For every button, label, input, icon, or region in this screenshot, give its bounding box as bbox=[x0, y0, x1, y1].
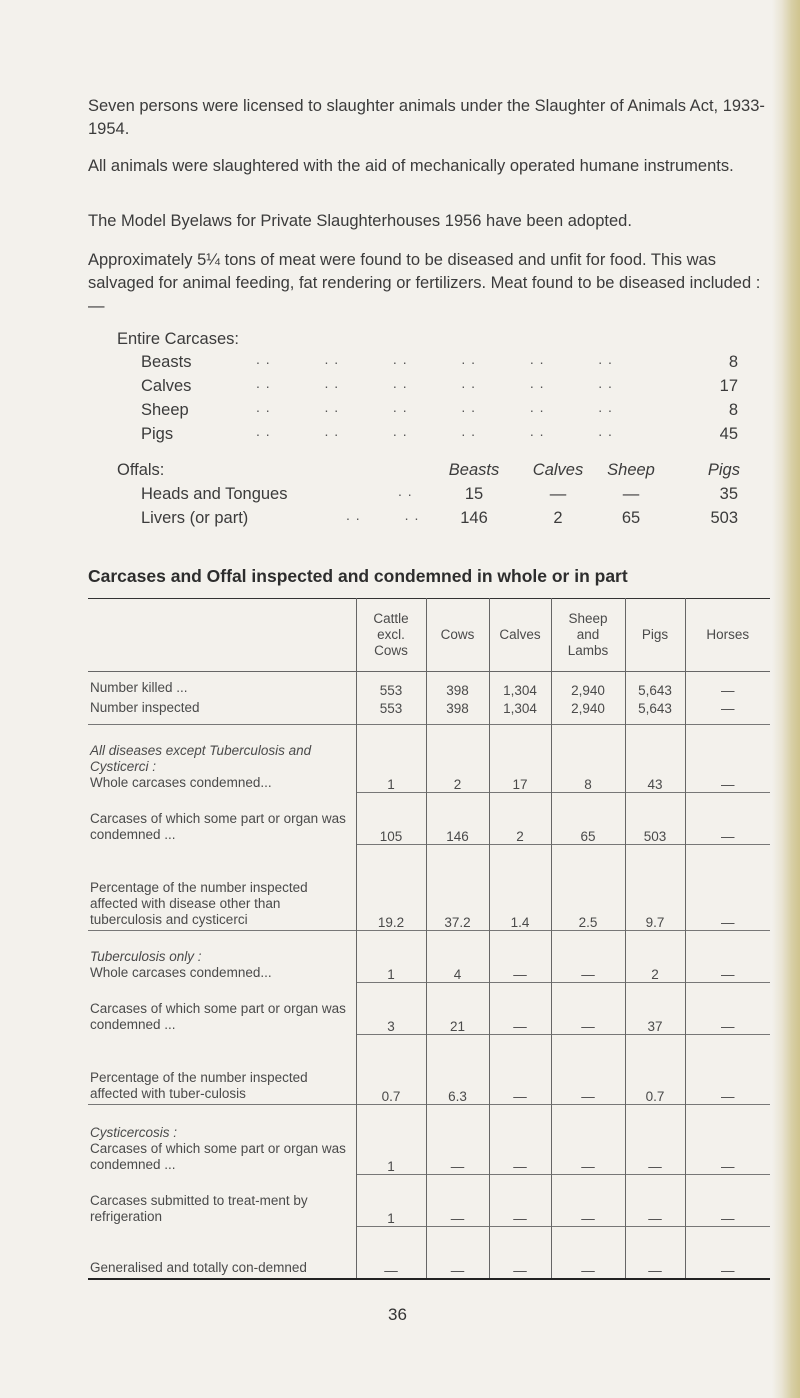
offals-livers-sheep: 65 bbox=[621, 509, 641, 527]
cell: 1 bbox=[356, 1175, 426, 1227]
cell: — bbox=[685, 793, 770, 845]
cell: — bbox=[685, 725, 770, 793]
cell: 8 bbox=[551, 725, 625, 793]
group-caption-cysticercosis: Cysticercosis : bbox=[90, 1124, 178, 1140]
dot-leader: . . . . . . . . . . . . bbox=[256, 399, 613, 415]
cell: 9.7 bbox=[625, 845, 685, 931]
cell: — bbox=[489, 983, 551, 1035]
header-blank bbox=[88, 599, 356, 672]
table-title: Carcases and Offal inspected and condemned in whole or in part bbox=[88, 566, 628, 586]
table-row bbox=[88, 931, 770, 983]
cell: — bbox=[625, 1105, 685, 1175]
entire-calves-label: Calves bbox=[141, 377, 192, 395]
table-row bbox=[88, 1227, 770, 1279]
cell: 43 bbox=[625, 725, 685, 793]
cell: — bbox=[551, 1035, 625, 1105]
cell: 0.7 bbox=[356, 1035, 426, 1105]
row-label-text: Whole carcases condemned... bbox=[90, 964, 272, 980]
header-cattle: Cattle excl. Cows bbox=[356, 599, 426, 672]
entire-carcases-heading: Entire Carcases: bbox=[117, 330, 239, 348]
cell: 1.4 bbox=[489, 845, 551, 931]
offals-livers-pigs: 503 bbox=[710, 509, 738, 527]
row-label: Number inspected bbox=[90, 700, 200, 715]
entire-sheep-value: 8 bbox=[728, 401, 738, 419]
offals-col-calves: Calves bbox=[532, 461, 584, 479]
offals-heads-pigs: 35 bbox=[719, 485, 738, 503]
cell: 503 bbox=[625, 793, 685, 845]
cell: 105 bbox=[356, 793, 426, 845]
cell: 398 bbox=[426, 672, 489, 699]
row-label-text: Carcases of which some part or organ was condemned ... bbox=[90, 1140, 346, 1172]
cell: — bbox=[685, 1175, 770, 1227]
page-number: 36 bbox=[388, 1305, 407, 1324]
inspection-table bbox=[88, 598, 770, 1280]
offals-col-sheep: Sheep bbox=[607, 461, 655, 479]
cell: 17 bbox=[489, 725, 551, 793]
row-label: Carcases of which some part or organ was condemned ... bbox=[90, 810, 346, 842]
cell: 2,940 bbox=[551, 672, 625, 699]
cell: — bbox=[551, 1105, 625, 1175]
cell: — bbox=[426, 1105, 489, 1175]
offals-col-beasts: Beasts bbox=[448, 461, 500, 479]
row-label bbox=[88, 931, 356, 983]
offals-heading: Offals: bbox=[117, 461, 165, 479]
entire-pigs-value: 45 bbox=[719, 425, 738, 443]
cell: — bbox=[489, 1035, 551, 1105]
row-label: Number killed ... bbox=[90, 680, 188, 695]
row-label: Percentage of the number inspected affected with tuber-culosis bbox=[90, 1070, 308, 1101]
cell: — bbox=[426, 1175, 489, 1227]
cell: — bbox=[489, 1105, 551, 1175]
offals-heads-sheep: — bbox=[622, 485, 640, 503]
paragraph-humane: All animals were slaughtered with the aid of mechanically operated humane instruments. bbox=[88, 157, 734, 175]
cell: 0.7 bbox=[625, 1035, 685, 1105]
cell: — bbox=[356, 1227, 426, 1279]
header-pigs: Pigs bbox=[625, 599, 685, 672]
cell: 6.3 bbox=[426, 1035, 489, 1105]
cell: — bbox=[625, 1175, 685, 1227]
table-row bbox=[88, 672, 770, 699]
page-edge bbox=[772, 0, 800, 1398]
cell: 2.5 bbox=[551, 845, 625, 931]
table-row bbox=[88, 698, 770, 725]
cell: — bbox=[685, 672, 770, 699]
cell: — bbox=[685, 983, 770, 1035]
cell: 1 bbox=[356, 1105, 426, 1175]
dot-leader: . . bbox=[398, 483, 413, 499]
row-label: Carcases submitted to treat-ment by refrigeration bbox=[90, 1192, 308, 1224]
cell: 1,304 bbox=[489, 672, 551, 699]
table-row bbox=[88, 845, 770, 931]
offals-heads-label: Heads and Tongues bbox=[141, 485, 288, 503]
cell: — bbox=[426, 1227, 489, 1279]
offals-heads-calves: — bbox=[549, 485, 567, 503]
cell: 1 bbox=[356, 931, 426, 983]
paragraph-licensed: Seven persons were licensed to slaughter animals under the Slaughter of Animals Act, 1933-1954. bbox=[88, 97, 765, 138]
cell: 398 bbox=[426, 698, 489, 725]
offals-livers-label: Livers (or part) bbox=[141, 509, 249, 527]
table-row bbox=[88, 793, 770, 845]
table-row bbox=[88, 725, 770, 793]
cell: — bbox=[551, 1175, 625, 1227]
table-row bbox=[88, 1105, 770, 1175]
cell: 2 bbox=[625, 931, 685, 983]
cell: — bbox=[685, 845, 770, 931]
dot-leader: . . . . . . . . . . . . bbox=[256, 375, 613, 391]
cell: 37.2 bbox=[426, 845, 489, 931]
table-header-row bbox=[88, 599, 770, 672]
cell: — bbox=[489, 1175, 551, 1227]
cell: 553 bbox=[356, 698, 426, 725]
group-caption-tuberculosis: Tuberculosis only : bbox=[90, 948, 202, 964]
row-label-text: Whole carcases condemned... bbox=[90, 774, 272, 790]
cell: 5,643 bbox=[625, 672, 685, 699]
entire-sheep-label: Sheep bbox=[141, 401, 189, 419]
paragraph-diseased-meat: Approximately 5¼ tons of meat were found to be diseased and unfit for food. This was salvaged for animal feeding, fat rendering or fertilizers. Meat found to be diseased included : — bbox=[88, 251, 761, 315]
dot-leader: . . . . bbox=[346, 507, 420, 523]
header-sheep-lambs: Sheep and Lambs bbox=[551, 599, 625, 672]
header-calves: Calves bbox=[489, 599, 551, 672]
cell: 553 bbox=[356, 672, 426, 699]
cell: 1 bbox=[356, 725, 426, 793]
row-label: Generalised and totally con-demned bbox=[90, 1259, 307, 1275]
cell: 65 bbox=[551, 793, 625, 845]
table-row bbox=[88, 983, 770, 1035]
group-caption-all-diseases: All diseases except Tuberculosis and Cysticerci : bbox=[90, 742, 312, 774]
cell: 2,940 bbox=[551, 698, 625, 725]
row-label bbox=[88, 725, 356, 793]
entire-calves-value: 17 bbox=[719, 377, 738, 395]
row-label bbox=[88, 1105, 356, 1175]
cell: — bbox=[625, 1227, 685, 1279]
entire-beasts-label: Beasts bbox=[141, 353, 192, 371]
cell: — bbox=[489, 1227, 551, 1279]
cell: — bbox=[685, 1227, 770, 1279]
cell: — bbox=[685, 1035, 770, 1105]
cell: 37 bbox=[625, 983, 685, 1035]
cell: 1,304 bbox=[489, 698, 551, 725]
table-row bbox=[88, 1035, 770, 1105]
cell: 3 bbox=[356, 983, 426, 1035]
cell: — bbox=[685, 1105, 770, 1175]
cell: 5,643 bbox=[625, 698, 685, 725]
header-horses: Horses bbox=[685, 599, 770, 672]
cell: 21 bbox=[426, 983, 489, 1035]
cell: 146 bbox=[426, 793, 489, 845]
cell: 2 bbox=[489, 793, 551, 845]
row-label: Carcases of which some part or organ was condemned ... bbox=[90, 1000, 346, 1032]
cell: — bbox=[685, 931, 770, 983]
cell: — bbox=[685, 698, 770, 725]
offals-col-pigs: Pigs bbox=[707, 461, 740, 479]
offals-heads-beasts: 15 bbox=[464, 485, 484, 503]
dot-leader: . . . . . . . . . . . . bbox=[256, 423, 613, 439]
entire-pigs-label: Pigs bbox=[141, 425, 174, 443]
header-cows: Cows bbox=[426, 599, 489, 672]
cell: — bbox=[551, 983, 625, 1035]
cell: 19.2 bbox=[356, 845, 426, 931]
entire-beasts-value: 8 bbox=[728, 353, 738, 371]
cell: 4 bbox=[426, 931, 489, 983]
cell: — bbox=[551, 931, 625, 983]
offals-livers-beasts: 146 bbox=[460, 509, 488, 527]
offals-livers-calves: 2 bbox=[553, 509, 563, 527]
cell: — bbox=[551, 1227, 625, 1279]
cell: — bbox=[489, 931, 551, 983]
dot-leader: . . . . . . . . . . . . bbox=[256, 351, 613, 367]
paragraph-byelaws: The Model Byelaws for Private Slaughterhouses 1956 have been adopted. bbox=[88, 212, 632, 230]
cell: 2 bbox=[426, 725, 489, 793]
row-label: Percentage of the number inspected affected with disease other than tuberculosis and cysticerci bbox=[90, 880, 308, 927]
table-row bbox=[88, 1175, 770, 1227]
